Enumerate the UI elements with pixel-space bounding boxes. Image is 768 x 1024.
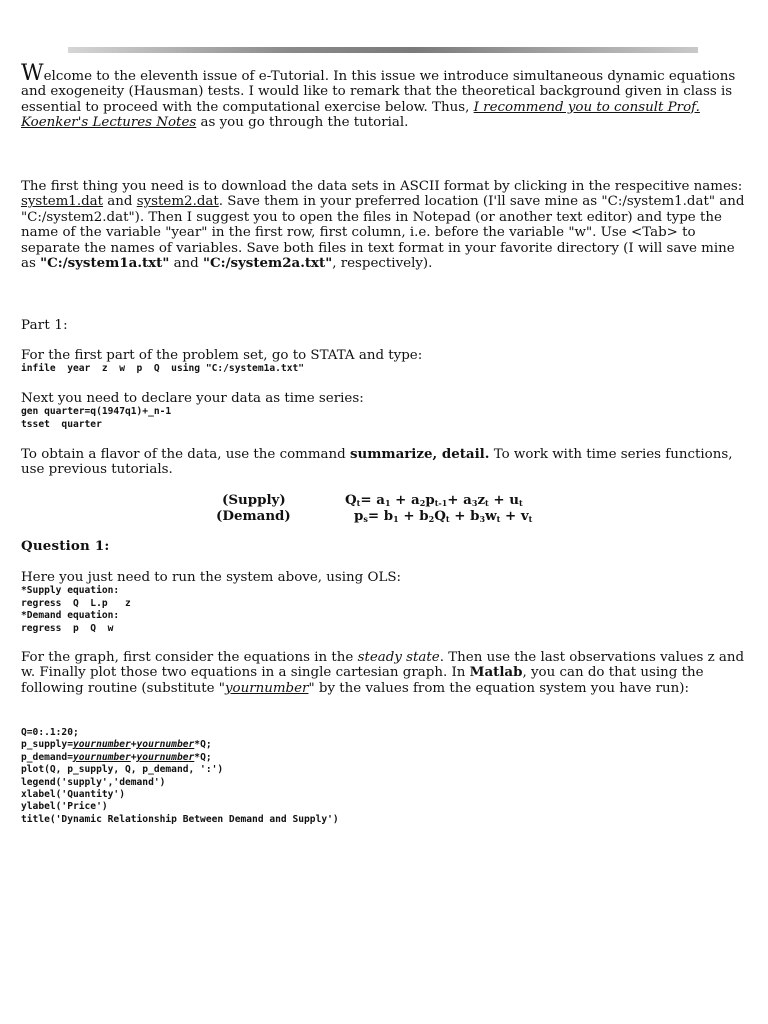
demand-comment-line: *Demand equation: bbox=[21, 610, 120, 622]
matlab-line-xlabel: xlabel('Quantity') bbox=[21, 789, 125, 801]
file-name-system1a: "C:/system1a.txt" bbox=[40, 255, 170, 272]
supply-equation-label: (Supply) bbox=[222, 492, 286, 508]
part1-instructions bbox=[21, 348, 749, 376]
dropcap-letter: W bbox=[21, 61, 44, 86]
system2-dat-link[interactable]: system2.dat bbox=[136, 194, 219, 210]
times-q-tail: *Q; bbox=[194, 739, 212, 751]
download-paragraph bbox=[21, 179, 749, 271]
graph-text-3: , you can do that using the following routine (substitute " bbox=[21, 665, 704, 696]
demand-equation-label: (Demand) bbox=[216, 508, 291, 524]
matlab-line-title: title('Dynamic Relationship Between Demand and Supply') bbox=[21, 813, 339, 825]
question1-section bbox=[21, 539, 749, 554]
supply-comment-line: *Supply equation: bbox=[21, 585, 120, 597]
stata-tsset-command: tsset quarter bbox=[21, 418, 102, 430]
matlab-line-p-supply bbox=[21, 739, 749, 751]
yournumber-placeholder: yournumber bbox=[72, 751, 131, 763]
graph-text-2: . Then use the last observations values z and w. Finally plot those two equations in a single cartesian graph. In bbox=[21, 650, 745, 681]
question1-instruction-text: Here you just need to run the system above, using OLS: bbox=[21, 570, 402, 585]
file-name-system2a: "C:/system2a.txt" bbox=[203, 255, 333, 272]
download-text-2: and bbox=[103, 194, 137, 210]
intro-text-2: as you go through the tutorial. bbox=[196, 115, 409, 131]
timeseries-declaration bbox=[21, 391, 749, 431]
part1-instruction-text: For the first part of the problem set, go to STATA and type: bbox=[21, 348, 423, 363]
download-text-4: and bbox=[169, 256, 204, 272]
plus-sign: + bbox=[130, 751, 137, 763]
header-divider-bar bbox=[68, 47, 698, 53]
matlab-line-p-demand bbox=[21, 752, 749, 764]
demand-equation: $p_s= b_1 + b_2Q_t + b_3w_t + v_t$ bbox=[354, 508, 533, 524]
matlab-line-legend: legend('supply','demand') bbox=[21, 776, 166, 788]
intro-text-1: elcome to the eleventh issue of e-Tutorial. In this issue we introduce simultaneous dynamic equations and exogeneity (Hausman) tests. I would like to remark that the theoretical background given in class is essential to proceed with the computational exercise below. Thus, bbox=[21, 69, 736, 115]
graph-paragraph-block bbox=[21, 650, 749, 696]
stata-gen-command: gen quarter=q(1947q1)+_n-1 bbox=[21, 406, 172, 418]
supply-regress-command: regress Q L.p z bbox=[21, 597, 131, 609]
download-text-5: , respectively). bbox=[332, 256, 433, 272]
summarize-paragraph-block bbox=[21, 447, 749, 478]
download-text-1: The first thing you need is to download the data sets in ASCII format by clicking in the respecitive names: bbox=[21, 179, 743, 194]
intro-paragraph bbox=[21, 61, 749, 131]
yournumber-placeholder: yournumber bbox=[136, 739, 195, 751]
supply-equation: $Q_t= a_1 + a_2p_{t-1}+ a_3z_t + u_t$ bbox=[345, 492, 523, 508]
part1-heading: Part 1: bbox=[21, 318, 68, 333]
summarize-command: summarize, detail. bbox=[349, 446, 490, 462]
p-demand-assign: p_demand= bbox=[21, 751, 73, 763]
summarize-text-2: To work with time series functions, use previous tutorials. bbox=[21, 447, 733, 478]
intro-paragraph-block bbox=[21, 61, 749, 131]
matlab-term: Matlab bbox=[469, 664, 523, 681]
matlab-line-plot: plot(Q, p_supply, Q, p_demand, ':') bbox=[21, 764, 224, 776]
download-paragraph-block bbox=[21, 179, 749, 271]
summarize-paragraph bbox=[21, 447, 749, 478]
demand-regress-command: regress p Q w bbox=[21, 622, 114, 634]
graph-text-1: For the graph, first consider the equations in the bbox=[21, 650, 358, 665]
matlab-code-block bbox=[21, 727, 749, 826]
part1-section bbox=[21, 318, 749, 333]
yournumber-placeholder: yournumber bbox=[72, 739, 131, 751]
summarize-text-1: To obtain a flavor of the data, use the command bbox=[21, 447, 350, 462]
lecture-notes-link[interactable]: I recommend you to consult Prof. Koenker's Lectures Notes bbox=[21, 99, 700, 131]
p-supply-assign: p_supply= bbox=[21, 739, 73, 751]
matlab-line-q-range: Q=0:.1:20; bbox=[21, 727, 79, 738]
times-q-tail: *Q; bbox=[194, 751, 212, 763]
yournumber-term: yournumber bbox=[224, 680, 309, 696]
timeseries-instruction-text: Next you need to declare your data as time series: bbox=[21, 391, 364, 406]
question1-ols-block bbox=[21, 570, 749, 635]
stata-infile-command: infile year z w p Q using "C:/system1a.txt" bbox=[21, 363, 305, 375]
yournumber-placeholder: yournumber bbox=[136, 751, 195, 763]
graph-text-4: " by the values from the equation system you have run): bbox=[308, 680, 690, 696]
plus-sign: + bbox=[130, 739, 137, 751]
system1-dat-link[interactable]: system1.dat bbox=[21, 194, 104, 210]
graph-paragraph bbox=[21, 650, 749, 696]
matlab-line-ylabel: ylabel('Price') bbox=[21, 801, 108, 813]
question1-heading: Question 1: bbox=[21, 538, 110, 554]
steady-state-term: steady state bbox=[357, 650, 440, 665]
download-text-3: . Save them in your preferred location (I'll save mine as "C:/system1.dat" and "C:/system2.dat"). Then I suggest you to open the files in Notepad (or another text editor) and type the name of the variable "year" in the first row, first column, i.e. before the variable "w". Use <Tab> to separate the names of variables. Save both files in text format in your favorite directory (I will save mine as bbox=[21, 194, 745, 272]
